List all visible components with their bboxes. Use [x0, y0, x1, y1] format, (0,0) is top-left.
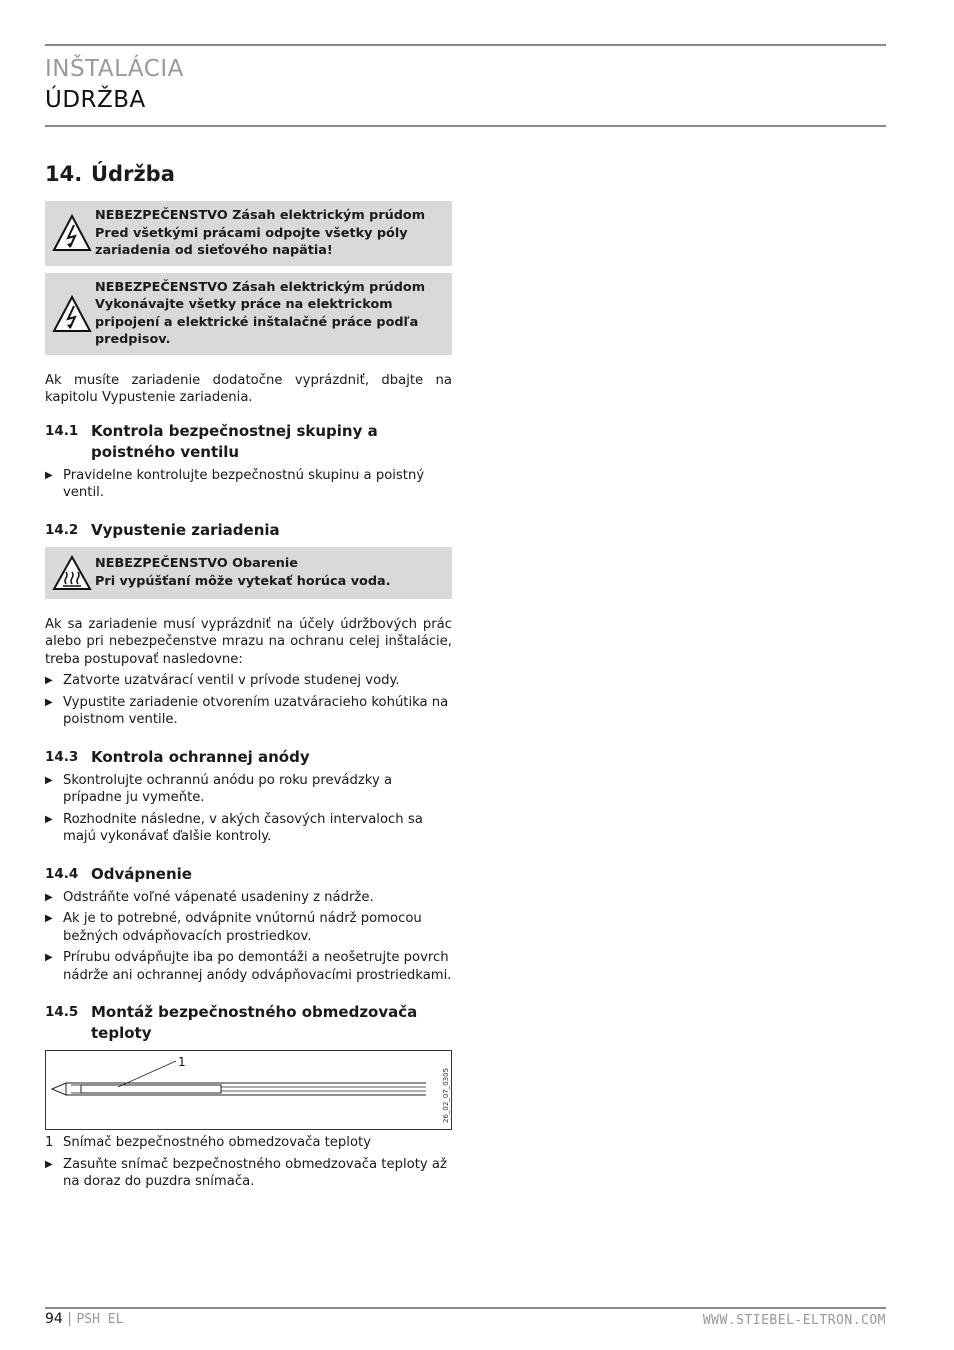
header-bottom-rule	[45, 125, 886, 127]
chapter-heading: 14. Údržba	[45, 162, 175, 186]
list-item: ▶ Prírubu odvápňujte iba po demontáži a neošetrujte povrch nádrže ani ochrannej anódy odvápňovacími prostriedkami.	[45, 950, 452, 983]
warning-title: NEBEZPEČENSTVO Zásah elektrickým prúdom	[95, 279, 426, 295]
figure-callout-label: 1	[178, 1055, 186, 1069]
list-item: ▶ Zasuňte snímač bezpečnostného obmedzovača teploty až na doraz do puzdra snímača.	[45, 1156, 447, 1189]
warning-box	[45, 201, 452, 266]
content-column	[45, 160, 452, 1195]
page-number: 94	[45, 1311, 63, 1327]
list-item: ▶ Rozhodnite následne, v akých časových intervaloch sa majú vykonávať ďalšie kontroly.	[45, 811, 423, 844]
model-name: PSH EL	[76, 1312, 124, 1327]
bullet-triangle-icon: ▶	[45, 891, 53, 903]
section-heading-14-4: 14.4 Odvápnenie	[45, 864, 192, 883]
list-item: ▶ Skontrolujte ochrannú anódu po roku prevádzky a prípadne ju vymeňte.	[45, 772, 393, 805]
sensor-figure	[45, 1050, 452, 1130]
bullet-triangle-icon: ▶	[45, 913, 53, 924]
bullet-triangle-icon: ▶	[45, 813, 53, 825]
list-item: ▶ Zatvorte uzatvárací ventil v prívode studenej vody.	[45, 673, 400, 688]
list-item: ▶ Vypustite zariadenie otvorením uzatváracieho kohútika na poistnom ventile.	[45, 694, 449, 727]
footer-website: WWW.STIEBEL-ELTRON.COM	[702, 1313, 886, 1328]
section-heading-14-2: 14.2 Vypustenie zariadenia	[45, 520, 280, 539]
bullet-triangle-icon: ▶	[45, 675, 53, 686]
electric-shock-icon	[49, 294, 95, 334]
list-item: ▶ Pravidelne kontrolujte bezpečnostnú skupinu a poistný ventil.	[45, 467, 425, 500]
footer-left: 94 | PSH EL	[45, 1311, 124, 1327]
figure-code: 26_02_07_0305	[442, 1067, 450, 1123]
header-category: INŠTALÁCIA	[45, 56, 184, 82]
electric-shock-icon	[49, 213, 95, 253]
list-item: ▶ Odstráňte voľné vápenaté usadeniny z nádrže.	[45, 889, 374, 905]
sensor-drawing	[46, 1051, 451, 1129]
intro-paragraph: Ak musíte zariadenie dodatočne vyprázdniť, dbajte na kapitolu Vypustenie zariadenia.	[45, 372, 452, 405]
section-heading-14-1: 14.1 Kontrola bezpečnostnej skupiny a poistného ventilu	[45, 421, 378, 461]
warning-box	[45, 547, 452, 599]
bullet-triangle-icon: ▶	[45, 952, 53, 963]
warning-text: Vykonávajte všetky práce na elektrickom pripojení a elektrické inštalačné práce podľa predpisov.	[95, 297, 419, 347]
header-title: ÚDRŽBA	[45, 87, 146, 113]
warning-box	[45, 273, 452, 355]
bullet-triangle-icon: ▶	[45, 469, 53, 481]
list-item: ▶ Ak je to potrebné, odvápnite vnútornú nádrž pomocou bežných odvápňovacích prostriedkov.	[45, 911, 422, 944]
warning-title: NEBEZPEČENSTVO Zásah elektrickým prúdom	[95, 208, 426, 223]
footer-rule	[45, 1307, 886, 1309]
section-heading-14-3: 14.3 Kontrola ochrannej anódy	[45, 747, 310, 766]
warning-text: Pred všetkými prácami odpojte všetky póly zariadenia od sieťového napätia!	[95, 225, 408, 258]
warning-title: NEBEZPEČENSTVO Obarenie	[95, 556, 298, 571]
header-top-rule	[45, 44, 886, 46]
bullet-triangle-icon: ▶	[45, 774, 53, 786]
warning-text: Pri vypúšťaní môže vytekať horúca voda.	[95, 573, 391, 589]
bullet-triangle-icon: ▶	[45, 696, 53, 708]
section-paragraph: Ak sa zariadenie musí vyprázdniť na účely údržbových prác alebo pri nebezpečenstve mrazu na ochranu celej inštalácie, treba postupovať nasledovne:	[45, 616, 452, 667]
figure-caption: 1 Snímač bezpečnostného obmedzovača teploty	[45, 1135, 371, 1150]
section-heading-14-5: 14.5 Montáž bezpečnostného obmedzovača teploty	[45, 1003, 418, 1042]
hot-surface-icon	[49, 553, 95, 593]
bullet-triangle-icon: ▶	[45, 1158, 53, 1170]
